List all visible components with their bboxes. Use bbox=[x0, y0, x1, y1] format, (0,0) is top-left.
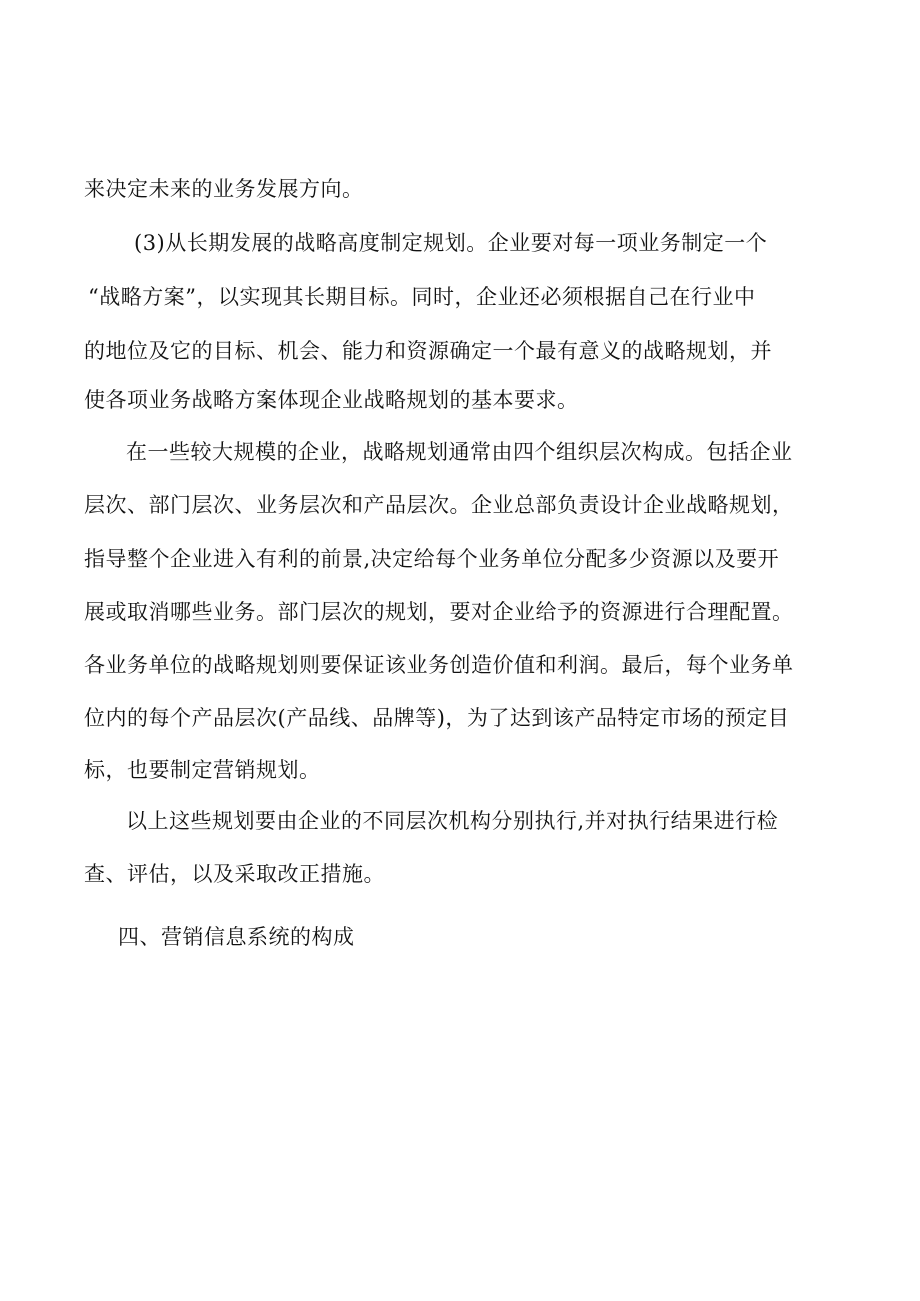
paragraph-2-line-1: (3)从长期发展的战略高度制定规划。企业要对每一项业务制定一个 bbox=[134, 231, 768, 255]
section-heading: 四、营销信息系统的构成 bbox=[118, 925, 355, 949]
paragraph-3-line-5: 各业务单位的战略规划则要保证该业务创造价值和利润。最后，每个业务单 bbox=[84, 653, 794, 677]
paragraph-3-line-3: 指导整个企业进入有利的前景,决定给每个业务单位分配多少资源以及要开 bbox=[84, 547, 780, 571]
paragraph-3-line-7: 标，也要制定营销规划。 bbox=[84, 758, 321, 782]
paragraph-2-line-2: “战略方案”，以实现其长期目标。同时，企业还必须根据自己在行业中 bbox=[88, 285, 756, 309]
paragraph-3-line-2: 层次、部门层次、业务层次和产品层次。企业总部负责设计企业战略规划， bbox=[84, 493, 794, 517]
paragraph-2-line-3: 的地位及它的目标、机会、能力和资源确定一个最有意义的战略规划，并 bbox=[84, 339, 772, 363]
paragraph-3-line-1: 在一些较大规模的企业，战略规划通常由四个组织层次构成。包括企业 bbox=[126, 440, 793, 464]
paragraph-4-line-1: 以上这些规划要由企业的不同层次机构分别执行,并对执行结果进行检 bbox=[126, 809, 779, 833]
paragraph-1-line-1: 来决定未来的业务发展方向。 bbox=[84, 177, 364, 201]
paragraph-2-line-4: 使各项业务战略方案体现企业战略规划的基本要求。 bbox=[84, 388, 579, 412]
paragraph-3-line-6: 位内的每个产品层次(产品线、品牌等)，为了达到该产品特定市场的预定目 bbox=[84, 706, 790, 730]
paragraph-3-line-4: 展或取消哪些业务。部门层次的规划，要对企业给予的资源进行合理配置。 bbox=[84, 600, 794, 624]
paragraph-4-line-2: 查、评估，以及采取改正措施。 bbox=[84, 862, 385, 886]
